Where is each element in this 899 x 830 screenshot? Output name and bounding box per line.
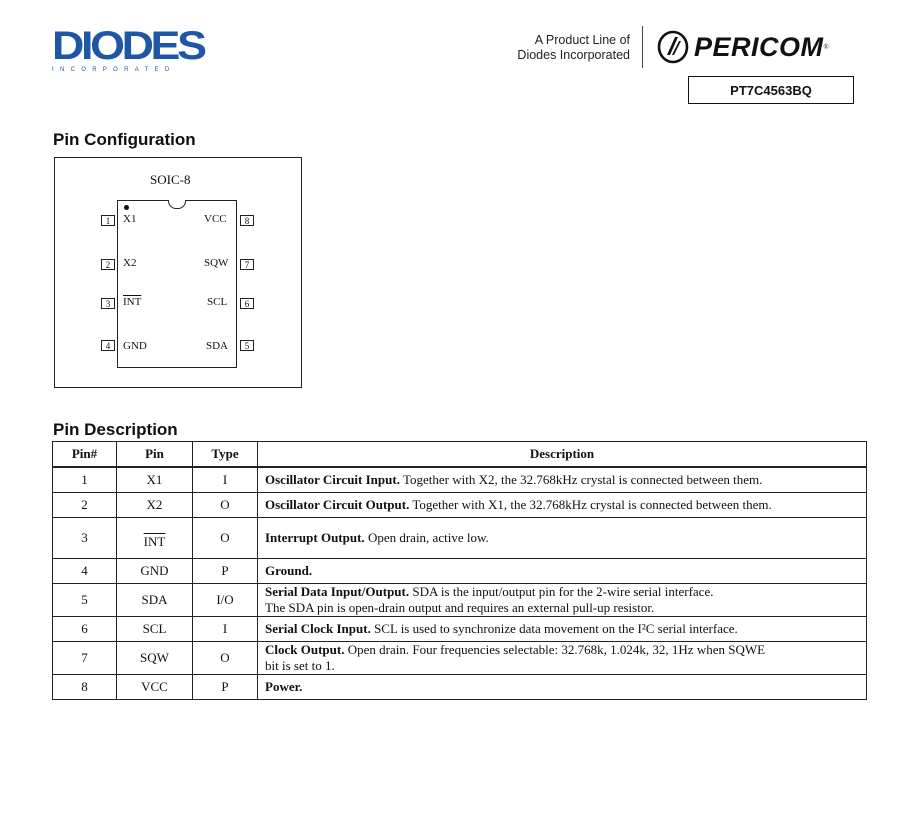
ic-notch xyxy=(168,200,186,209)
pin-description-title: Pin Description xyxy=(53,420,178,439)
pin-name-cell: X2 xyxy=(117,493,193,518)
table-row xyxy=(53,642,867,675)
pin-number-cell: 4 xyxy=(53,559,117,584)
pin-description-cell: Power. xyxy=(258,675,867,700)
pin-description-cell: Oscillator Circuit Input. Together with X2, the 32.768kHz crystal is connected between them. xyxy=(258,467,867,493)
pin-name-label: X2 xyxy=(123,257,137,269)
pin1-dot-icon xyxy=(124,205,129,210)
table-row xyxy=(53,518,867,559)
diodes-logo xyxy=(52,24,204,73)
product-line-text xyxy=(480,33,630,63)
pin-number-cell: 5 xyxy=(53,584,117,617)
part-number-box: PT7C4563BQ xyxy=(688,76,854,104)
table-row xyxy=(53,584,867,617)
pin-name-cell: VCC xyxy=(117,675,193,700)
pin-name-cell: $\overline{INT}$ xyxy=(117,518,193,559)
pin-name-label: GND xyxy=(123,340,147,352)
table-row xyxy=(53,467,867,493)
pin-name-label: X1 xyxy=(123,213,137,225)
pericom-logo: PERICOM ® xyxy=(656,30,829,64)
pin-number-box: 7 xyxy=(240,259,254,270)
pin-number-box: 2 xyxy=(101,259,115,270)
pin-number-box: 1 xyxy=(101,215,115,226)
pin-number-cell: 6 xyxy=(53,617,117,642)
pin-number-box: 6 xyxy=(240,298,254,309)
header-divider xyxy=(642,26,643,68)
pin-name-cell: SQW xyxy=(117,642,193,675)
column-header: Type xyxy=(193,442,258,468)
pin-name-cell: X1 xyxy=(117,467,193,493)
diodes-logo-word: DIODES xyxy=(52,24,204,68)
pin-description-cell: Clock Output. Open drain. Four frequencies selectable: 32.768k, 1.024k, 32, 1Hz when SQWE bit is set to 1. xyxy=(258,642,867,675)
pin-type-cell: O xyxy=(193,642,258,675)
pin-description-cell: Oscillator Circuit Output. Together with X1, the 32.768kHz crystal is connected between them. xyxy=(258,493,867,518)
pin-name-label: SQW xyxy=(204,257,229,269)
pin-configuration-title: Pin Configuration xyxy=(53,130,196,149)
pin-number-cell: 2 xyxy=(53,493,117,518)
pin-type-cell: P xyxy=(193,675,258,700)
package-label: SOIC-8 xyxy=(150,172,191,187)
pin-name-cell: SCL xyxy=(117,617,193,642)
pin-number-box: 4 xyxy=(101,340,115,351)
pin-name-label: VCC xyxy=(204,213,227,225)
pin-number-cell: 8 xyxy=(53,675,117,700)
table-header-row xyxy=(53,442,867,468)
pericom-mark-icon xyxy=(656,30,690,64)
pin-description-cell: Serial Clock Input. SCL is used to synchronize data movement on the I²C serial interface. xyxy=(258,617,867,642)
pin-description-cell: Ground. xyxy=(258,559,867,584)
pin-number-box: 5 xyxy=(240,340,254,351)
pin-name-cell: GND xyxy=(117,559,193,584)
pin-name-cell: SDA xyxy=(117,584,193,617)
pin-number-box: 8 xyxy=(240,215,254,226)
pin-description-cell: Serial Data Input/Output. SDA is the input/output pin for the 2-wire serial interface. The SDA pin is open-drain output and requires an external pull-up resistor. xyxy=(258,584,867,617)
table-row xyxy=(53,675,867,700)
product-line-line2: Diodes Incorporated xyxy=(517,48,630,62)
pin-name-label: SCL xyxy=(207,296,228,308)
pericom-logo-word: PERICOM xyxy=(694,31,824,62)
pin-number-cell: 7 xyxy=(53,642,117,675)
column-header: Pin# xyxy=(53,442,117,468)
pin-number-cell: 1 xyxy=(53,467,117,493)
pin-type-cell: P xyxy=(193,559,258,584)
pin-description-table xyxy=(52,441,867,700)
column-header: Pin xyxy=(117,442,193,468)
pin-type-cell: O xyxy=(193,493,258,518)
pin-type-cell: I/O xyxy=(193,584,258,617)
product-line-line1: A Product Line of xyxy=(534,33,630,47)
pin-description-cell: Interrupt Output. Open drain, active low. xyxy=(258,518,867,559)
table-row xyxy=(53,617,867,642)
pin-number-box: 3 xyxy=(101,298,115,309)
pin-type-cell: I xyxy=(193,617,258,642)
pin-type-cell: O xyxy=(193,518,258,559)
table-row xyxy=(53,493,867,518)
pin-number-cell: 3 xyxy=(53,518,117,559)
pin-name-label: SDA xyxy=(206,340,229,352)
column-header: Description xyxy=(258,442,867,468)
pin-name-label: $\overline{INT}$ xyxy=(123,296,142,308)
table-row xyxy=(53,559,867,584)
pin-type-cell: I xyxy=(193,467,258,493)
diodes-logo-sub: INCORPORATED xyxy=(52,67,176,73)
